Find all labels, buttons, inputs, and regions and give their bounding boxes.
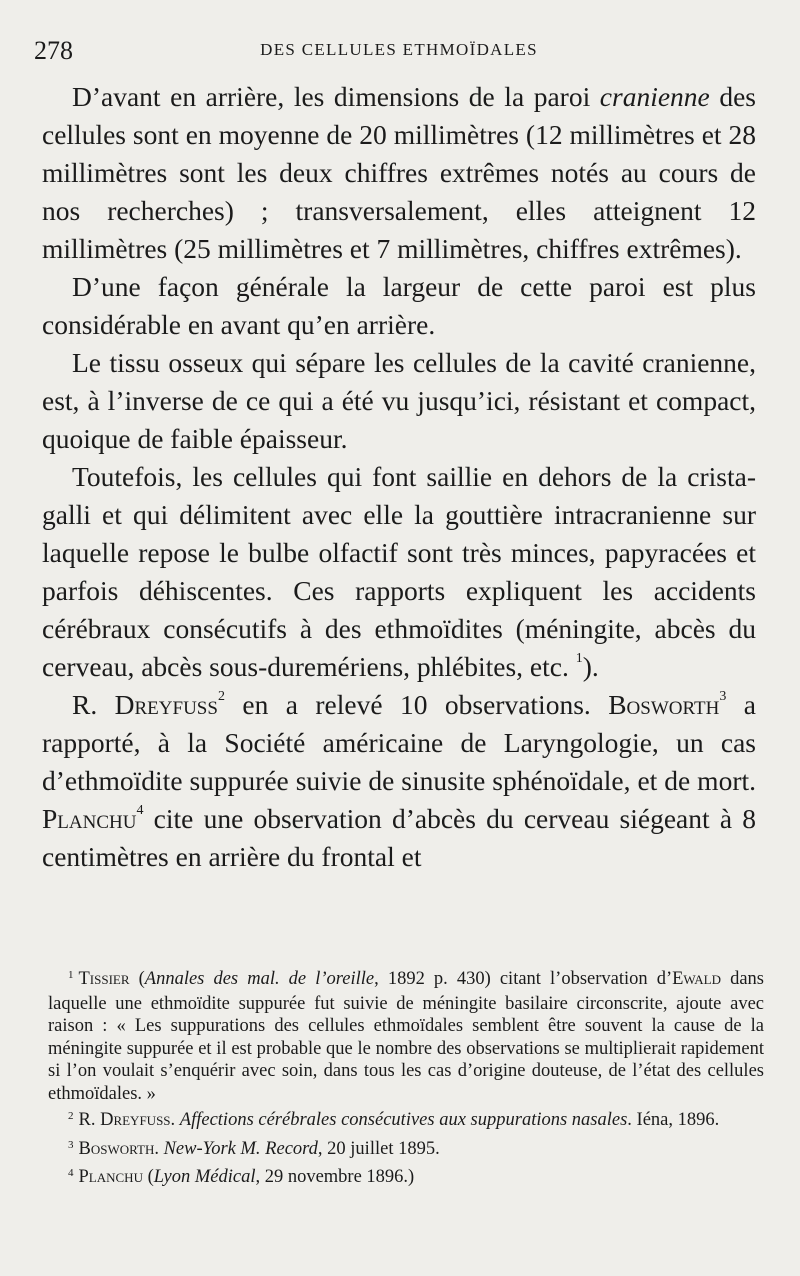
paragraph-5: R. Dreyfuss$^2$ en a relevé 10 observations. Bosworth$^3$ a rapporté, à la Société américaine de Laryngologie, un cas d’ethmoïdite suppurée suivie de sinusite sphénoïdale, et de mort. Planchu$^4$ cite une observation d’abcès du cerveau siégeant à 8 centimètres en arrière du frontal et xyxy=(42,688,756,872)
journal-title: Lyon Médical xyxy=(153,1167,256,1187)
running-title: DES CELLULES ETHMOÏDALES xyxy=(260,40,538,59)
author-name: R. Dreyfuss xyxy=(78,1110,171,1130)
author-name: Ewald xyxy=(672,969,721,989)
page-header xyxy=(34,36,764,66)
footnote-4: $^4$ Planchu (Lyon Médical, 29 novembre 1896.) xyxy=(68,1167,415,1187)
footnote-ref-3: 3 xyxy=(719,688,727,704)
journal-title: Annales des mal. de l’oreille xyxy=(144,969,375,989)
paragraph-4: Toutefois, les cellules qui font saillie en dehors de la crista-galli et qui délimitent avec elle la gouttière intracranienne sur laquelle repose le bulbe olfactif sont très minces, papyracées et parfois déhiscentes. Ces rapports expliquent les accidents cérébraux consécutifs à des ethmoïdites (méningite, abcès du cerveau, abcès sous-duremériens, phlébites, etc. $^1$). xyxy=(42,461,756,682)
paragraph-2: D’une façon générale la largeur de cette paroi est plus considérable en avant qu’en arrière. xyxy=(42,271,756,340)
footnote-ref-2: 2 xyxy=(217,688,225,704)
footnote-mark: 1 xyxy=(68,969,74,981)
author-name: Bosworth xyxy=(608,689,720,720)
footnote-ref-4: 4 xyxy=(136,802,144,818)
footnote-mark: 3 xyxy=(68,1138,74,1151)
italic-term: cranienne xyxy=(599,81,710,112)
footnote-2: $^2$ R. Dreyfuss. Affections cérébrales consécutives aux suppurations nasales. Iéna, 1896. xyxy=(68,1110,720,1130)
author-name: Planchu xyxy=(42,803,137,834)
page-number: 278 xyxy=(34,36,73,65)
work-title: Affections cérébrales consécutives aux suppurations nasales xyxy=(179,1110,628,1130)
journal-title: New-York M. Record xyxy=(163,1138,318,1159)
main-text xyxy=(42,78,756,876)
footnote-mark: 4 xyxy=(68,1167,74,1179)
footnote-1: $^1$ Tissier (Annales des mal. de l’oreille, 1892 p. 430) citant l’observation d’Ewald dans laquelle une ethmoïdite suppurée fut suivie de méningite basilaire circonscrite, ajoute avec raison : « Les suppurations des cellules ethmoïdales semblent être souvent la cause de la méningite suppurée et il est probable que le nombre des observations se multiplierait rapidement si l’on voulait s’enquérir avec soin, dans tous les cas d’origine douteuse, de l’état des cellules ethmoïdales. » xyxy=(48,969,764,1104)
footnote-mark: 2 xyxy=(68,1110,74,1122)
author-name: Tissier xyxy=(78,969,130,989)
paragraph-1: D’avant en arrière, les dimensions de la paroi cranienne des cellules sont en moyenne de 20 millimètres (12 millimètres et 28 millimètres sont les deux chiffres extrêmes notés au cours de nos recherches) ; transversalement, elles atteignent 12 millimètres (25 millimètres et 7 millimètres, chiffres extrêmes). xyxy=(42,81,756,264)
paragraph-3: Le tissu osseux qui sépare les cellules de la cavité cranienne, est, à l’inverse de ce qui a été vu jusqu’ici, résistant et compact, quoique de faible épaisseur. xyxy=(42,347,756,454)
author-name: Planchu xyxy=(78,1167,143,1187)
footnote-3: $^3$ Bosworth. New-York M. Record, 20 juillet 1895. xyxy=(68,1138,440,1159)
author-name: R. Dreyfuss xyxy=(72,689,218,720)
author-name: Bosworth xyxy=(78,1138,155,1159)
footnote-ref-1: 1 xyxy=(575,650,583,666)
footnotes xyxy=(48,968,764,1195)
